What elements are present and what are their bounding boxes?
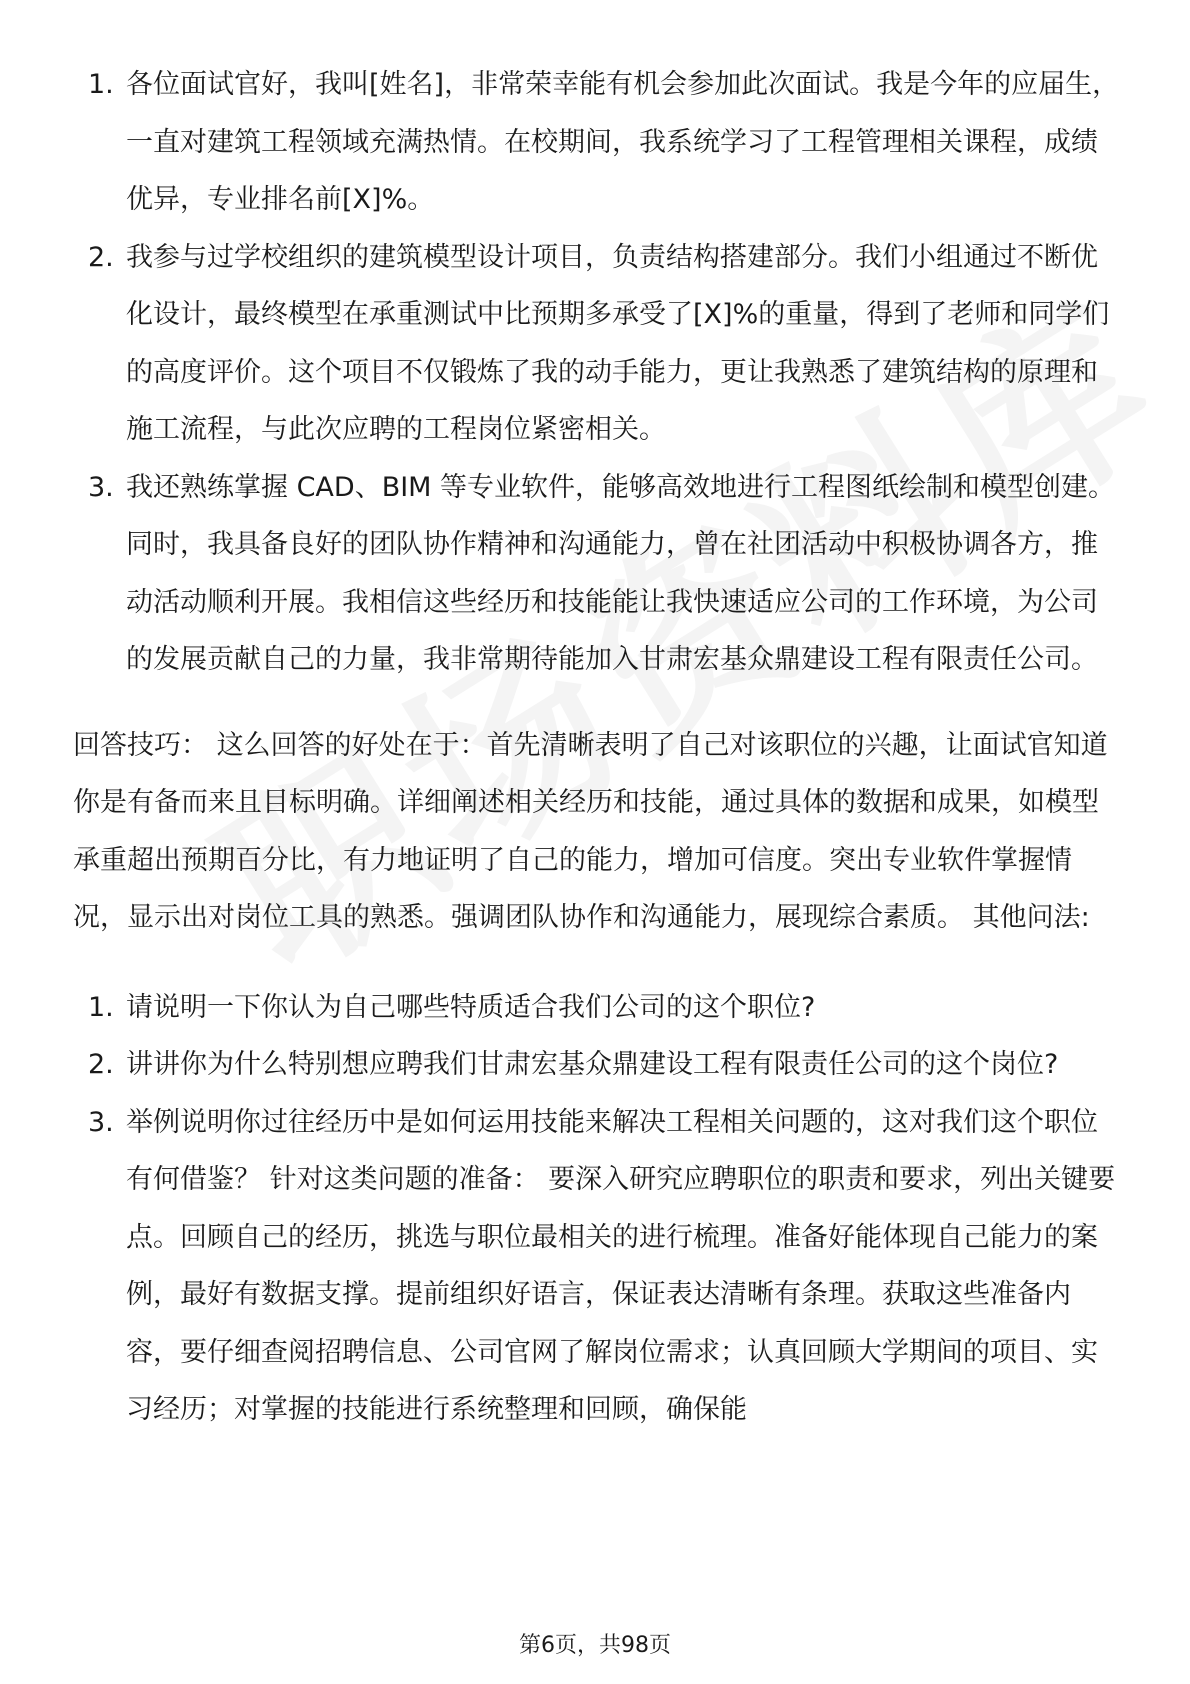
list-text: 我还熟练掌握 CAD、BIM 等专业软件，能够高效地进行工程图纸绘制和模型创建。同时，我具备良好的团队协作精神和沟通能力，曾在社团活动中积极协调各方，推动活动顺利开展。我相信这些经历和技能能让我快速适应公司的工作环境，为公司的发展贡献自己的力量，我非常期待能加入甘肃宏基众鼎建设工程有限责任公司。	[126, 471, 1116, 675]
list-number: 1.	[88, 69, 114, 100]
answer-list	[73, 56, 1123, 689]
list-text: 我参与过学校组织的建筑模型设计项目，负责结构搭建部分。我们小组通过不断优化设计，最终模型在承重测试中比预期多承受了[X]%的重量，得到了老师和同学们的高度评价。这个项目不仅锻炼了我的动手能力，更让我熟悉了建筑结构的原理和施工流程，与此次应聘的工程岗位紧密相关。	[126, 241, 1110, 445]
page-footer: 第6页，共98页	[519, 1633, 671, 1658]
other-questions-list	[73, 979, 1123, 1439]
list-item	[73, 229, 1123, 459]
list-item	[73, 979, 1123, 1037]
list-text: 举例说明你过往经历中是如何运用技能来解决工程相关问题的，这对我们这个职位有何借鉴？ 针对这类问题的准备： 要深入研究应聘职位的职责和要求，列出关键要点。回顾自己的经历，挑选与职位最相关的进行梳理。准备好能体现自己能力的案例，最好有数据支撑。提前组织好语言，保证表达清晰有条理。获取这些准备内容，要仔细查阅招聘信息、公司官网了解岗位需求；认真回顾大学期间的项目、实习经历；对掌握的技能进行系统整理和回顾，确保能	[126, 1106, 1116, 1425]
list-number: 3.	[88, 471, 114, 503]
page-content	[73, 56, 1123, 1439]
tips-paragraph: 回答技巧： 这么回答的好处在于：首先清晰表明了自己对该职位的兴趣，让面试官知道你是有备而来且目标明确。详细阐述相关经历和技能，通过具体的数据和成果，如模型承重超出预期百分比，有力地证明了自己的能力，增加可信度。突出专业软件掌握情况，显示出对岗位工具的熟悉。强调团队协作和沟通能力，展现综合素质。 其他问法:	[73, 729, 1108, 933]
list-number: 2.	[88, 241, 114, 273]
list-number: 2.	[88, 1049, 114, 1080]
list-item	[73, 56, 1123, 229]
list-text: 讲讲你为什么特别想应聘我们甘肃宏基众鼎建设工程有限责任公司的这个岗位?	[126, 1049, 1059, 1080]
list-item	[73, 459, 1123, 689]
list-text: 各位面试官好，我叫[姓名]，非常荣幸能有机会参加此次面试。我是今年的应届生，一直对建筑工程领域充满热情。在校期间，我系统学习了工程管理相关课程，成绩优异，专业排名前[X]%。	[126, 69, 1120, 215]
list-number: 3.	[88, 1106, 114, 1138]
list-text: 请说明一下你认为自己哪些特质适合我们公司的这个职位?	[126, 991, 816, 1023]
list-item	[73, 1094, 1123, 1439]
list-item	[73, 1036, 1123, 1094]
list-number: 1.	[88, 991, 114, 1023]
